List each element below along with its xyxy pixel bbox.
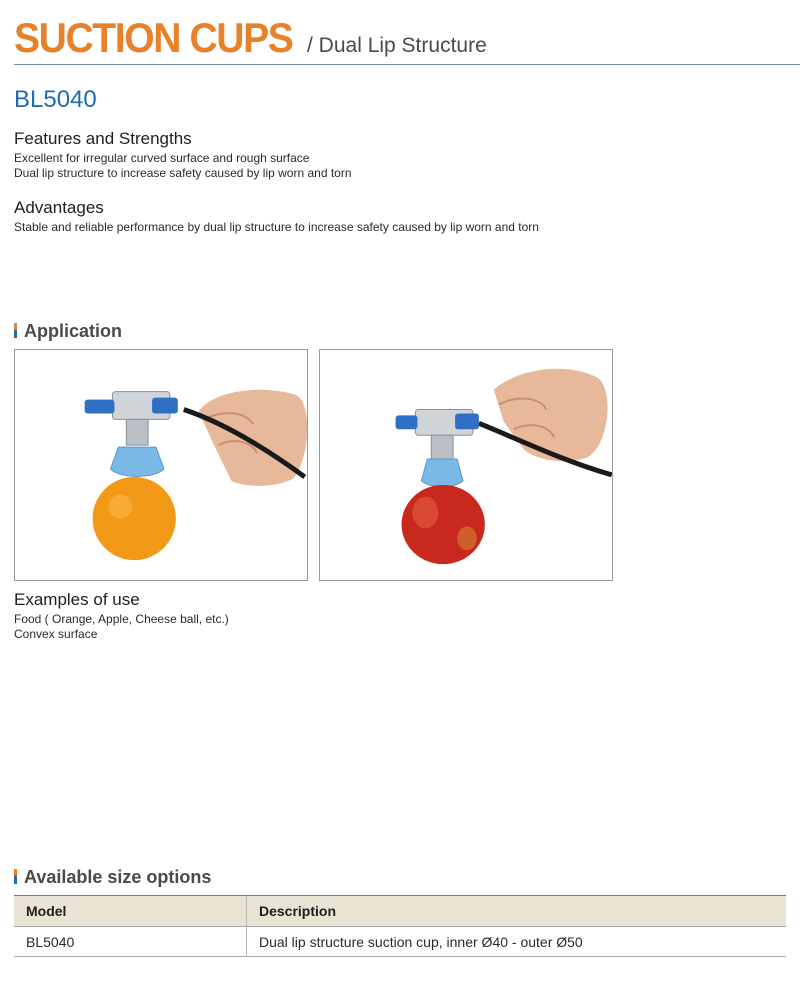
size-options-heading xyxy=(14,867,211,888)
size-options-heading-text: Available size options xyxy=(24,867,212,887)
size-options-table xyxy=(14,895,786,957)
apple-suction-photo xyxy=(320,350,612,580)
model-code: BL5040 xyxy=(14,86,97,113)
application-heading-text: Application xyxy=(24,321,122,341)
advantages-line-1: Stable and reliable performance by dual lip structure to increase safety caused by lip worn and torn xyxy=(14,220,539,234)
section-marker xyxy=(14,869,17,884)
examples-line-2: Convex surface xyxy=(14,627,98,641)
column-header-model: Model xyxy=(14,896,247,927)
application-photo-orange xyxy=(14,349,308,581)
features-line-2: Dual lip structure to increase safety caused by lip worn and torn xyxy=(14,166,352,180)
orange-suction-photo xyxy=(15,350,307,580)
application-photo-apple xyxy=(319,349,613,581)
header-divider xyxy=(14,64,800,65)
cell-description: Dual lip structure suction cup, inner Ø40 - outer Ø50 xyxy=(247,927,787,957)
table-row xyxy=(14,927,786,957)
features-line-1: Excellent for irregular curved surface and rough surface xyxy=(14,151,310,165)
examples-line-1: Food ( Orange, Apple, Cheese ball, etc.) xyxy=(14,612,229,626)
application-heading xyxy=(14,321,122,342)
page-header xyxy=(14,14,800,64)
cell-model: BL5040 xyxy=(14,927,247,957)
section-marker xyxy=(14,323,17,338)
page-subtitle: / Dual Lip Structure xyxy=(307,34,487,57)
advantages-title: Advantages xyxy=(14,198,104,217)
page-title: SUCTION CUPS xyxy=(14,14,293,61)
examples-title: Examples of use xyxy=(14,590,140,609)
table-header-row xyxy=(14,896,786,927)
features-title: Features and Strengths xyxy=(14,129,192,148)
column-header-description: Description xyxy=(247,896,787,927)
